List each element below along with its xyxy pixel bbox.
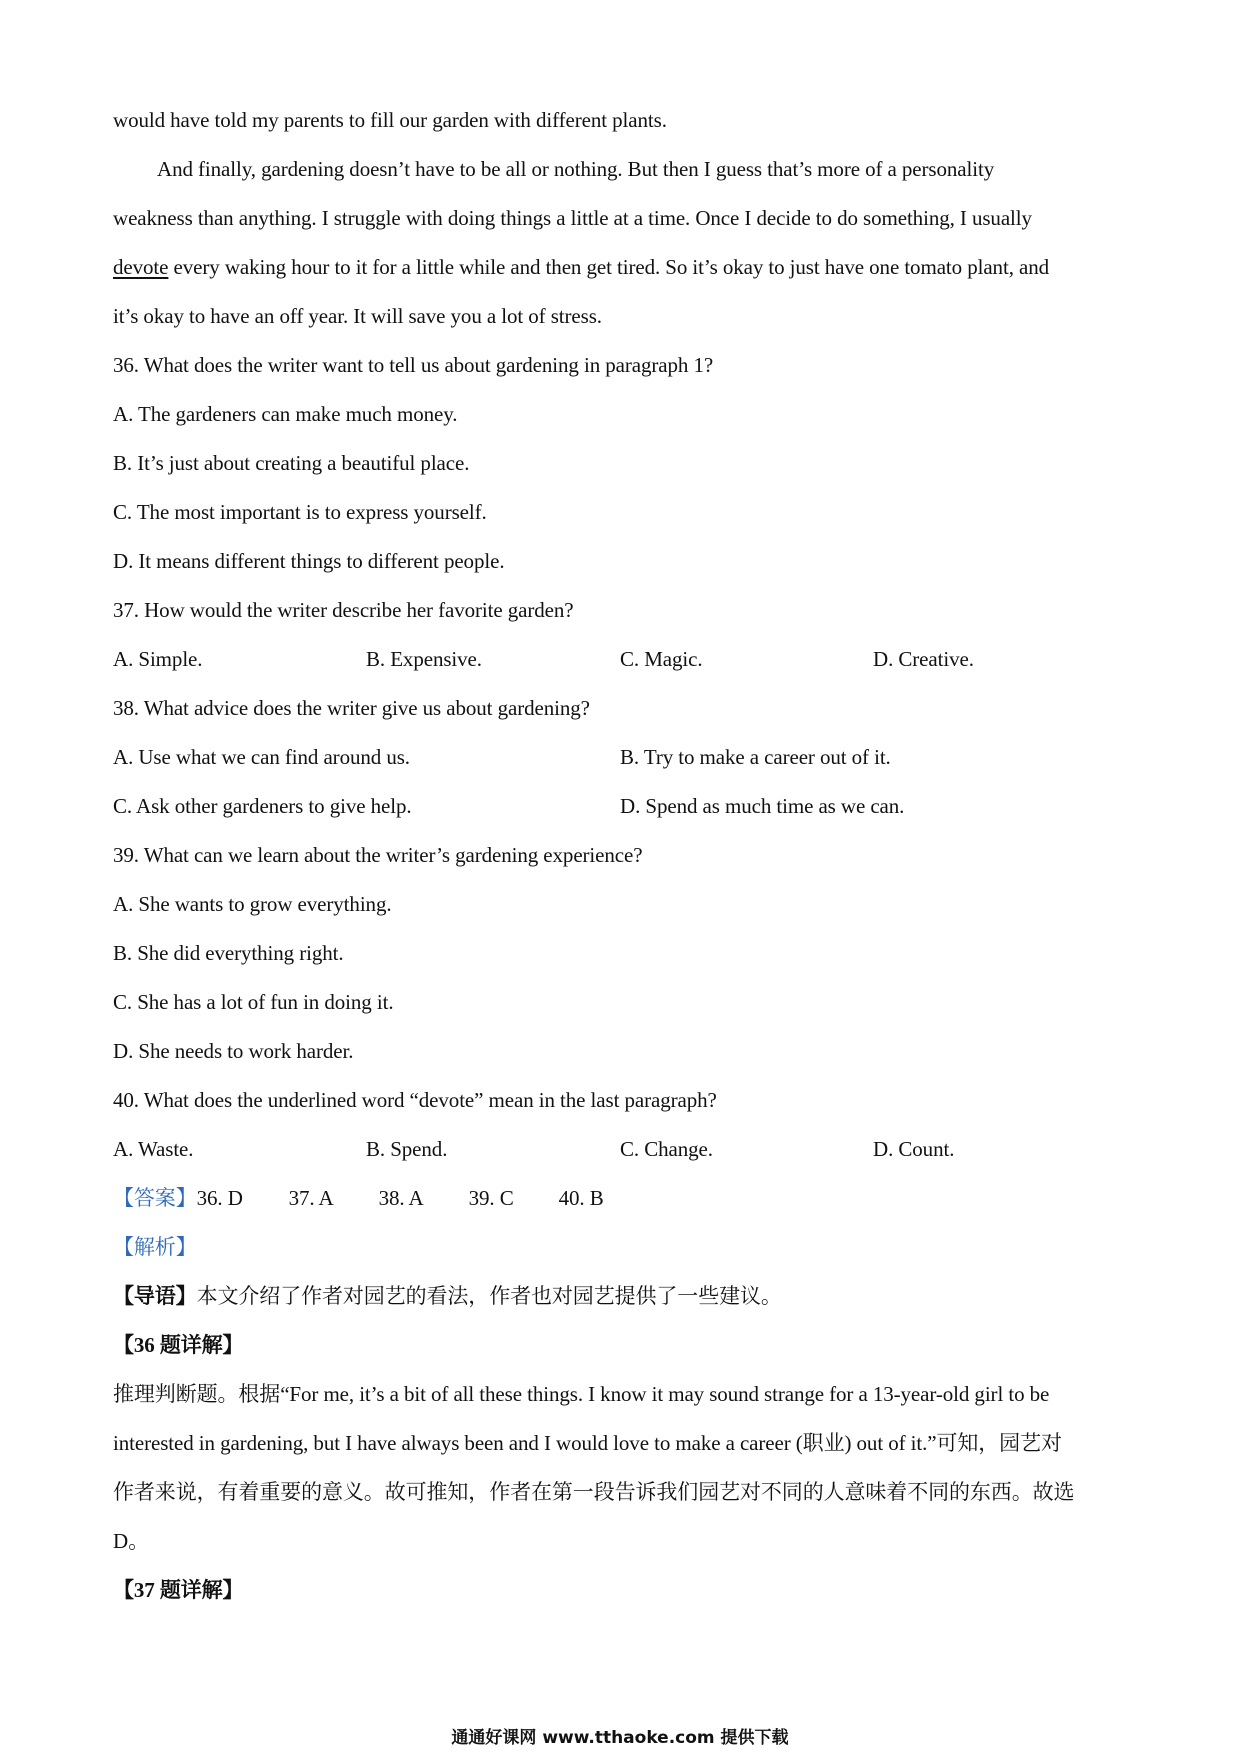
question-36-option-d: D. It means different things to different people. [113, 549, 505, 573]
passage-paragraph-start: And finally, gardening doesn’t have to be all or nothing. But then I guess that’s more of a personality [157, 157, 995, 181]
answer-label: 【答案】 [113, 1186, 197, 1210]
question-38-option-d: D. Spend as much time as we can. [620, 794, 905, 818]
question-37-option-d: D. Creative. [873, 647, 974, 671]
detail-36-line-3: 作者来说，有着重要的意义。故可推知，作者在第一段告诉我们园艺对不同的人意味着不同的东西。故选 [113, 1480, 1075, 1504]
question-38-option-c: C. Ask other gardeners to give help. [113, 794, 412, 818]
question-38-option-a: A. Use what we can find around us. [113, 745, 410, 769]
question-39-option-b: B. She did everything right. [113, 941, 344, 965]
question-38-stem: 38. What advice does the writer give us about gardening? [113, 696, 590, 720]
question-37-option-a: A. Simple. [113, 647, 203, 671]
detail-36-line-1: 推理判断题。根据“For me, it’s a bit of all these things. I know it may sound strange for a 13-year-old girl to be [113, 1382, 1050, 1406]
footer-watermark: 通通好课网 www.tthaoke.com 提供下载 [451, 1728, 789, 1748]
question-39-option-a: A. She wants to grow everything. [113, 892, 392, 916]
detail-37-label: 【37 题详解】 [113, 1578, 244, 1602]
question-39-option-c: C. She has a lot of fun in doing it. [113, 990, 394, 1014]
intro-label: 【导语】 [113, 1284, 197, 1308]
passage-line-4-rest: every waking hour to it for a little while and then get tired. So it’s okay to just have one tomato plant, and [168, 255, 1050, 279]
question-40-option-b: B. Spend. [366, 1137, 448, 1161]
answer-38: 38. A [378, 1186, 424, 1210]
detail-36-line-2: interested in gardening, but I have always been and I would love to make a career (职业) out of it.”可知，园艺对 [113, 1431, 1062, 1455]
question-37-option-b: B. Expensive. [366, 647, 482, 671]
answer-39: 39. C [468, 1186, 514, 1210]
answer-36: 36. D [196, 1186, 243, 1210]
question-38-option-b: B. Try to make a career out of it. [620, 745, 891, 769]
question-40-option-a: A. Waste. [113, 1137, 194, 1161]
answer-key-row [113, 1184, 604, 1212]
question-39-stem: 39. What can we learn about the writer’s gardening experience? [113, 843, 643, 867]
question-40-stem: 40. What does the underlined word “devote” mean in the last paragraph? [113, 1088, 717, 1112]
passage-line-1: would have told my parents to fill our garden with different plants. [113, 108, 667, 132]
question-36-option-c: C. The most important is to express yourself. [113, 500, 487, 524]
question-37-option-c: C. Magic. [620, 647, 703, 671]
analysis-label: 【解析】 [113, 1235, 197, 1259]
question-40-option-c: C. Change. [620, 1137, 713, 1161]
question-40-option-d: D. Count. [873, 1137, 955, 1161]
answer-40: 40. B [558, 1186, 604, 1210]
question-36-option-b: B. It’s just about creating a beautiful place. [113, 451, 470, 475]
passage-line-4 [113, 253, 1049, 281]
question-37-stem: 37. How would the writer describe her favorite garden? [113, 598, 574, 622]
detail-36-line-4: D。 [113, 1529, 149, 1553]
underlined-word-devote: devote [113, 255, 169, 279]
intro-row [113, 1282, 782, 1310]
passage-line-5: it’s okay to have an off year. It will save you a lot of stress. [113, 304, 602, 328]
answer-37: 37. A [288, 1186, 334, 1210]
question-36-option-a: A. The gardeners can make much money. [113, 402, 458, 426]
question-39-option-d: D. She needs to work harder. [113, 1039, 354, 1063]
detail-36-label: 【36 题详解】 [113, 1333, 244, 1357]
intro-text: 本文介绍了作者对园艺的看法，作者也对园艺提供了一些建议。 [196, 1284, 782, 1308]
passage-line-3: weakness than anything. I struggle with doing things a little at a time. Once I decide to do something, I usually [113, 206, 1032, 230]
question-36-stem: 36. What does the writer want to tell us about gardening in paragraph 1? [113, 353, 714, 377]
